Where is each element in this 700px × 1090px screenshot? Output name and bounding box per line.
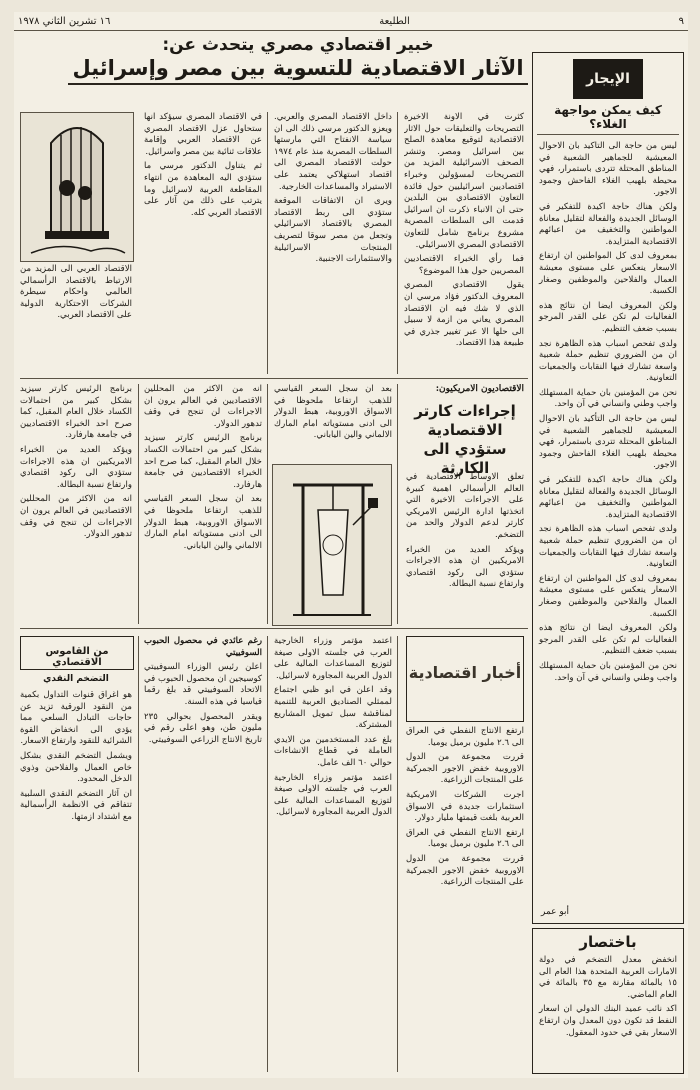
paragraph: ولكن هناك حاجة اكيدة للتفكير في الوسائل الجديدة والفعالة لتقليل معاناة المواطنين والتخفيف من اعبائهم الاقتصادية المتزايدة. <box>539 201 677 247</box>
paragraph: ويشمل التضخم النقدي بشكل خاص العمال والفلاحين وذوي الدخل المحدود. <box>20 750 132 785</box>
main-col-2 <box>274 112 392 374</box>
paragraph: رغم عائدي في محصول الحبوب السوفييتي <box>144 636 262 658</box>
main-headline: الآثار الاقتصادية للتسوية بين مصر وإسرائيل <box>68 56 528 85</box>
section-title: الطليعة <box>379 15 410 27</box>
carter-col-b <box>274 384 392 460</box>
paragraph: اعتمد مؤتمر وزراء الخارجية العرب في جلسته الاولى صيغة لتوزيع المساعدات المالية على الدول العربية المجاورة لاسرائيل. <box>274 772 392 818</box>
cage-illustration <box>21 113 133 261</box>
paragraph: فما رأي الخبراء الاقتصاديين المصريين حول هذا الموضوع؟ <box>404 254 524 276</box>
paragraph: اعتمد مؤتمر وزراء الخارجية العرب في جلسته الاولى صيغة لتوزيع المساعدات المالية على الدول العربية المجاورة لاسرائيل. <box>274 636 392 681</box>
dictionary-body <box>20 690 132 1072</box>
paragraph: بمعروف لدى كل المواطنين ان ارتفاع الاسعار ينعكس على مستوى معيشة العمال والفلاحين والموظفين وصغار الكسبة. <box>539 251 677 297</box>
main-col-4 <box>20 264 132 374</box>
paragraph: هو اغراق قنوات التداول بكمية من النقود الورقية تزيد عن حاجات التبادل السلعي مما يؤدي الى انخفاض القوة الشرائية للنقود وارتفاع الاسعار. <box>20 690 132 747</box>
paragraph: في الاقتصاد المصري سيؤكد انها ستحاول عزل الاقتصاد المصري عن الاقتصاد العربي وإقامة علاقات ثنائية بين مصر واسرائيل. <box>144 112 262 157</box>
brief-body <box>533 955 683 1065</box>
page-header <box>14 12 688 31</box>
arab-story <box>274 636 392 1072</box>
paragraph: ثم يتناول الدكتور مرسي ما ستؤدي اليه المعاهدة من انتهاء المقاطعة العربية لاسرائيل وما يترتب على ذلك من آثار على الاقتصاد العربي كله. <box>144 161 262 218</box>
economy-news-box <box>406 636 524 722</box>
paragraph: داخل الاقتصاد المصري والعربي. ويعزو الدكتور مرسي ذلك الى ان سياسة الانفتاح التي مارستها السلطات المصرية منذ عام ١٩٧٤ حولت الاقتصاد المصري الى اقتصاد استهلاكي يعتمد على الاستيراد والمساعدات الخارجية. <box>274 112 392 192</box>
paragraph: انه من الاكثر من المحللين الاقتصاديين في العالم يرون ان الاجراءات لن تنجح في وقف تدهور الدولار. <box>20 494 132 540</box>
paragraph: برنامج الرئيس كارتر سيزيد بشكل كبير من احتمالات الكساد خلال العام المقبل، كما صرح احد الخبراء الاقتصاديين في جامعة هارفارد. <box>144 433 262 490</box>
column-title: كيف يمكن مواجهة الغلاء؟ <box>537 103 679 135</box>
economy-news-label: أخبار اقتصادية <box>408 663 522 682</box>
paragraph: ولدى تفحص اسباب هذه الظاهرة نجد ان من الضروري تنظيم حملة شعبية واسعة تشارك فيها النقابات والجمعيات التعاونية. <box>539 524 677 570</box>
news-item: قررت مجموعة من الدول الاوروبية خفض الاجور الجمركية على المنتجات الزراعية. <box>406 853 524 888</box>
main-col-1 <box>404 112 524 374</box>
issue-date: ١٦ تشرين الثاني ١٩٧٨ <box>18 15 111 27</box>
news-item: اجرت الشركات الامريكية استثمارات جديدة في الاسواق العربية بلغت قيمتها مليار دولار. <box>406 789 524 824</box>
carter-col-d <box>20 384 132 624</box>
brief-item: انخفض معدل التضخم في دولة الامارات العربية المتحدة هذا العام الى ١٥ بالمائة مقارنة مع ٣٥ بالمائة في العام الماضي. <box>539 955 677 1000</box>
paragraph: وقد اعلن في ابو ظبي اجتماع لممثلي الصناديق العربية للتنمية لمناقشة سبل تمويل المشاريع المشتركة. <box>274 685 392 731</box>
paragraph: ويؤكد العديد من الخبراء الامريكيين ان هذه الاجراءات ستؤدي الى ركود اقتصادي وارتفاع نسبة البطالة. <box>20 444 132 490</box>
page-number: ٩ <box>678 15 684 27</box>
paragraph: الاقتصاد العربي الى المزيد من الارتباط بالاقتصاد الرأسمالي العالمي واحكام سيطرة الشركات الاحتكارية الدولية على الاقتصاد العربي. <box>20 264 132 321</box>
paragraph: يقول الاقتصادي المصري المعروف الدكتور فؤاد مرسي ان الذي لا شك فيه ان الاقتصاد المصري يعاني من ازمة لا سبيل الى حلها الا عبر تغيير جذري في طبيعة هذا الاقتصاد. <box>404 280 524 349</box>
brief-item: اكد نائب عميد البنك الدولي ان اسعار النفط قد تكون دون المعدل وان ارتفاع الاسعار بقي في حدود المعقول. <box>539 1004 677 1038</box>
paragraph: انه من الاكثر من المحللين الاقتصاديين في العالم يرون ان الاجراءات لن تنجح في وقف تدهور الدولار. <box>144 384 262 429</box>
newspaper-page <box>14 12 688 1078</box>
cartoon-cage <box>20 112 134 262</box>
paragraph: ان آثار التضخم النقدي السلبية تتفاقم في الانظمة الرأسمالية مع اشتداد ازمتها. <box>20 788 132 822</box>
paragraph: برنامج الرئيس كارتر سيزيد بشكل كبير من احتمالات الكساد خلال العام المقبل، كما صرح احد الخبراء الاقتصاديين في جامعة هارفارد. <box>20 384 132 441</box>
brief-box <box>532 928 684 1074</box>
main-kicker: خبير اقتصادي مصري يتحدث عن: <box>162 35 434 55</box>
carter-body <box>406 472 524 622</box>
paragraph: ويؤكد العديد من الخبراء الامريكيين ان هذه الاجراءات ستؤدي الى ركود اقتصادي وارتفاع نسبة البطالة. <box>406 544 524 590</box>
paragraph: نحن من المؤمنين بان حماية المستهلك واجب وطني وانساني في آن واحد. <box>539 387 677 410</box>
economy-news-body <box>406 726 524 1072</box>
paragraph: اعلن رئيس الوزراء السوفييتي كوسيجين ان محصول الحبوب في الاتحاد السوفييتي قد بلغ رقما قياسيا في هذه السنة. <box>144 662 262 707</box>
main-col-3 <box>144 112 262 374</box>
paragraph: بلغ عدد المستخدمين من الايدي العاملة في قطاع الانشاءات حوالي ٦٠ الف عامل. <box>274 734 392 768</box>
paragraph: بعد ان سجل السعر القياسي للذهب ارتفاعا ملحوظا في الاسواق الاوروبية، هبط الدولار الى ادنى مستوياته امام المارك الالماني والين الياباني. <box>144 494 262 551</box>
carter-kicker: الاقتصاديون الامريكيون: <box>435 384 524 394</box>
paragraph: كثرت في الاونة الاخيرة التصريحات والتعليقات حول الاثار الاقتصادية لتوقيع معاهدة الصلح بين اسرائيل ومصر. وتنشر الصحف الاسرائيلية المزيد من التصريحات لمسؤولين وخبراء اقتصاديين اسرائيليين حول فائدة التعاون الاقتصادي بين البلدين حتى ان الانباء ذكرت ان اسرائيل قدمت الى السلطات المصرية مشروع برنامج شامل للتعاون الاقتصادي المصري الاسرائيلي. <box>404 112 524 250</box>
brief-title: باختصار <box>579 933 637 951</box>
paragraph: ولكن المعروف ايضا ان نتائج هذه الفعاليات لم تكن على القدر المرجو بسبب ضعف التنظيم. <box>539 300 677 334</box>
paragraph: بعد ان سجل السعر القياسي للذهب ارتفاعا ملحوظا في الاسواق الاوروبية، هبط الدولار الى ادنى مستوياته امام المارك الالماني والين الياباني. <box>274 384 392 441</box>
news-item: قررت مجموعة من الدول الاوروبية خفض الاجور الجمركية على المنتجات الزراعية. <box>406 752 524 786</box>
column-body <box>533 141 683 901</box>
news-item: ارتفع الانتاج النفطي في العراق الى ٢.٦ مليون برميل يوميا. <box>406 726 524 748</box>
paragraph: ويقدر المحصول بحوالي ٢٣٥ مليون طن، وهو اعلى رقم في تاريخ الانتاج الزراعي السوفييتي. <box>144 711 262 745</box>
dollar-illustration <box>273 465 391 625</box>
paragraph: ويرى ان الاتفاقات الموقعة ستؤدي الى ربط الاقتصاد المصري بالاقتصاد الاسرائيلي وتجعل من مصر سوقا لتصريف المنتجات الاسرائيلية والاستثمارات الاجنبية. <box>274 196 392 265</box>
column-logo: الإيجار <box>573 59 643 99</box>
paragraph: ليس من حاجة الى التأكيد بان الاحوال المعيشية للجماهير الشعبية في المناطق المحتلة تتردى باستمرار، فهي محيطة بلهيب الغلاء الفاحش وجمود الاجور. <box>539 141 677 198</box>
dictionary-subtitle: التضخم النقدي <box>43 674 109 684</box>
column-signature: أبو عمر <box>541 907 570 917</box>
paragraph: ولكن المعروف ايضا ان نتائج هذه الفعاليات لم تكن على القدر المرجو بسبب ضعف التنظيم. <box>539 623 677 657</box>
carter-col-c <box>144 384 262 624</box>
dictionary-box <box>20 636 134 670</box>
paragraph: تعلق الاوساط الاقتصادية في العالم الرأسمالي اهمية كبيرة على الاجراءات الاخيرة التي اتخذتها ادارة الرئيس الامريكي كارتر لدعم الدولار والحد من التضخم. <box>406 472 524 540</box>
column-box <box>532 52 684 924</box>
paragraph: ولكن هناك حاجة اكيدة للتفكير في الوسائل الجديدة والفعالة لتقليل معاناة المواطنين والتخفيف من اعبائهم الاقتصادية المتزايدة. <box>539 475 677 520</box>
dictionary-title: من القاموس الاقتصادي <box>45 646 109 668</box>
carter-headline: إجراءات كارتر الاقتصادية ستؤدي الى الكارثة <box>414 402 516 477</box>
paragraph: بمعروف لدى كل المواطنين ان ارتفاع الاسعار ينعكس على مستوى معيشة العمال والفلاحين والموظفين وصغار الكسبة. <box>539 573 677 619</box>
paragraph: ليس من حاجة الى التأكيد بان الاحوال المعيشية للجماهير الشعبية في المناطق المحتلة تتردى باستمرار، فهي محيطة بلهيب الغلاء الفاحش وجمود الاجور. <box>539 414 677 471</box>
soviet-story <box>144 636 262 1072</box>
paragraph: ولدى تفحص اسباب هذه الظاهرة نجد ان من الضروري تنظيم حملة شعبية واسعة تشارك فيها النقابات والجمعيات التعاونية. <box>539 338 677 384</box>
news-item: ارتفع الانتاج النفطي في العراق الى ٢.٦ مليون برميل يوميا. <box>406 827 524 850</box>
paragraph: نحن من المؤمنين بان حماية المستهلك واجب وطني وانساني في آن واحد. <box>539 660 677 683</box>
cartoon-dollar <box>272 464 392 626</box>
